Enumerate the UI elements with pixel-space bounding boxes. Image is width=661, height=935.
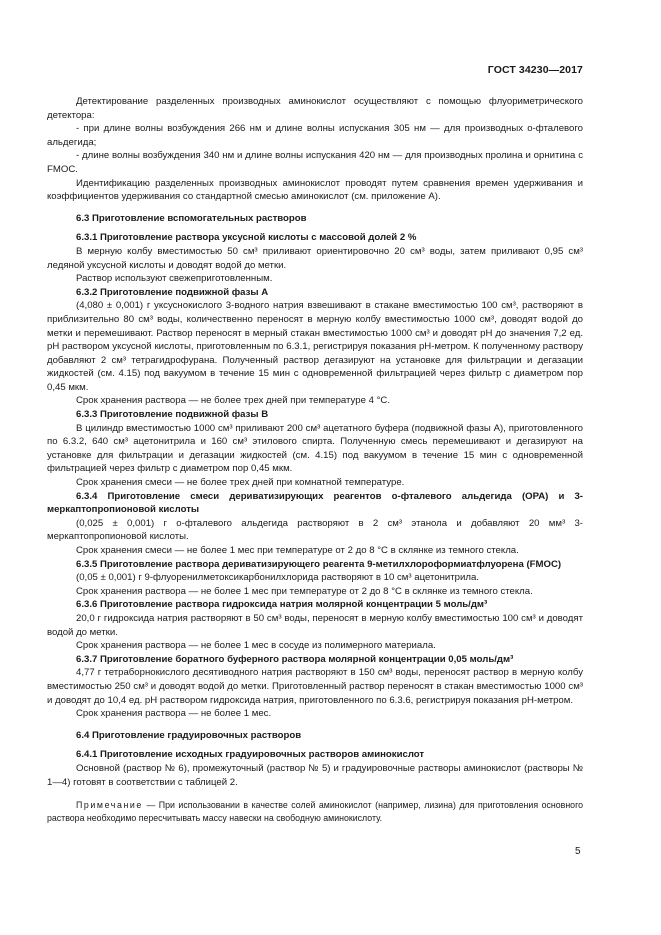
paragraph-6-3-6-a: 20,0 г гидроксида натрия растворяют в 50 см³ воды, переносят в мерную колбу вместимостью 100 см³ и доводят водой до метки.	[47, 612, 583, 638]
paragraph-6-3-1-a: В мерную колбу вместимостью 50 см³ приливают ориентировочно 20 см³ воды, затем приливают 0,95 см³ ледяной уксусной кислоты и доводят водой до метки.	[47, 245, 583, 271]
section-heading-6-4: 6.4 Приготовление градуировочных растворов	[76, 729, 302, 741]
document-header: ГОСТ 34230—2017	[487, 64, 583, 76]
list-item-opa: - при длине волны возбуждения 266 нм и длине волны испускания 305 нм — для производных о-фталевого альдегида;	[47, 123, 583, 148]
document-body	[47, 95, 583, 824]
paragraph-detection: Детектирование разделенных производных аминокислот осуществляют с помощью флуориметрического детектора:	[47, 96, 583, 121]
paragraph-6-3-2-b: Срок хранения раствора — не более трех дней при температуре 4 °С.	[76, 395, 391, 407]
section-heading-6-4-1: 6.4.1 Приготовление исходных градуировочных растворов аминокислот	[76, 749, 425, 761]
paragraph-6-3-3-a: В цилиндр вместимостью 1000 см³ приливают 200 см³ ацетатного буфера (подвижной фазы А), приготовленного по 6.3.2, 640 см³ ацетонитрила и 160 см³ этилового спирта. Полученную смесь перемешивают и дегазируют на установке для фильтрации и дегазации жидкостей (см. 4.15) под вакуумом в течение 15 мин с одновременной фильтрацией через фильтр с диаметром пор 0,45 мкм.	[47, 422, 583, 475]
section-heading-6-3-1: 6.3.1 Приготовление раствора уксусной кислоты с массовой долей 2 %	[76, 232, 417, 244]
section-heading-6-3-4: 6.3.4 Приготовление смеси дериватизирующих реагентов о-фталевого альдегида (ОРА) и 3-меркаптопропионовой кислоты	[47, 490, 583, 516]
section-heading-6-3: 6.3 Приготовление вспомогательных растворов	[76, 212, 307, 224]
paragraph-6-3-4-b: Срок хранения смеси — не более 1 мес при температуре от 2 до 8 °С в склянке из темного стекла.	[76, 545, 519, 556]
paragraph-6-3-6-b: Срок хранения раствора — не более 1 мес в сосуде из полимерного материала.	[76, 640, 436, 652]
paragraph-6-4-1-a: Основной (раствор № 6), промежуточный (раствор № 5) и градуировочные растворы аминокислот (растворы № 1—4) готовят в соответствии с таблицей 2.	[47, 762, 583, 788]
section-heading-6-3-6: 6.3.6 Приготовление раствора гидроксида натрия молярной концентрации 5 моль/дм³	[76, 599, 488, 611]
paragraph-6-3-7-a: 4,77 г тетраборнокислого десятиводного натрия растворяют в 150 см³ воды, переносят раствор в мерную колбу вместимостью 250 см³ и доводят водой до метки. Приготовленный раствор переносят в стакан вместимостью 1000 см³ и доводят до 10,4 ед. pH раствором гидроксида натрия, приготовленного по 6.3.6, регистрируя показания pH-метром.	[47, 667, 583, 706]
section-heading-6-3-5: 6.3.5 Приготовление раствора дериватизирующего реагента 9-метилхлороформиатфлуорена (FMOC)	[76, 558, 562, 570]
note-block	[47, 799, 583, 824]
section-heading-6-3-3: 6.3.3 Приготовление подвижной фазы В	[76, 409, 269, 421]
list-item-fmoc: - длине волны возбуждения 340 нм и длине волны испускания 420 нм — для производных пролина и орнитина с FMOC.	[47, 150, 583, 175]
section-heading-6-3-2: 6.3.2 Приготовление подвижной фазы А	[76, 286, 269, 298]
paragraph-identification: Идентификацию разделенных производных аминокислот проводят путем сравнения времен удерживания и коэффициентов удерживания со стандартной смесью аминокислот (см. приложение А).	[47, 177, 583, 203]
paragraph-6-3-2-a: (4,080 ± 0,001) г уксуснокислого 3-водного натрия взвешивают в стакане вместимостью 100 см³, растворяют в приблизительно 80 см³ воды, количественно переносят в мерную колбу вместимостью 1000 см³, доводят водой до метки и перемешивают. Раствор переносят в мерный стакан вместимостью 1000 см³ и доводят pH до значения 7,2 ед. pH раствором уксусной кислоты, приготовленным по 6.3.1, регистрируя показания pH-метром. К полученному раствору добавляют 2 см³ тетрагидрофурана. Полученный раствор дегазируют на установке для фильтрации и дегазации жидкостей (см. 4.15) под вакуумом в течение 15 мин с одновременной фильтрацией через фильтр с диаметром пор 0,45 мкм.	[47, 300, 583, 393]
paragraph-6-3-5-a: (0,05 ± 0,001) г 9-флуоренилметоксикарбонилхлорида растворяют в 10 см³ ацетонитрила.	[76, 572, 479, 584]
note-text: — При использовании в качестве солей аминокислот (например, лизина) для приготовления основного раствора необходимо пересчитывать массу навески на свободную аминокислоту.	[47, 800, 583, 823]
paragraph-6-3-3-b: Срок хранения смеси — не более трех дней при комнатной температуре.	[76, 477, 405, 489]
page-number: 5	[575, 846, 581, 857]
paragraph-6-3-5-b: Срок хранения раствора — не более 1 мес при температуре от 2 до 8 °С в склянке из темного стекла.	[76, 585, 533, 597]
note-label: Примечание	[76, 800, 143, 811]
section-heading-6-3-7: 6.3.7 Приготовление боратного буферного раствора молярной концентрации 0,05 моль/дм³	[76, 653, 514, 665]
paragraph-6-3-7-b: Срок хранения раствора — не более 1 мес.	[76, 708, 272, 720]
paragraph-6-3-4-a: (0,025 ± 0,001) г о-фталевого альдегида растворяют в 2 см³ этанола и добавляют 20 мм³ 3-меркаптопропионовой кислоты.	[47, 517, 583, 543]
paragraph-6-3-1-b: Раствор используют свежеприготовленным.	[76, 273, 273, 285]
